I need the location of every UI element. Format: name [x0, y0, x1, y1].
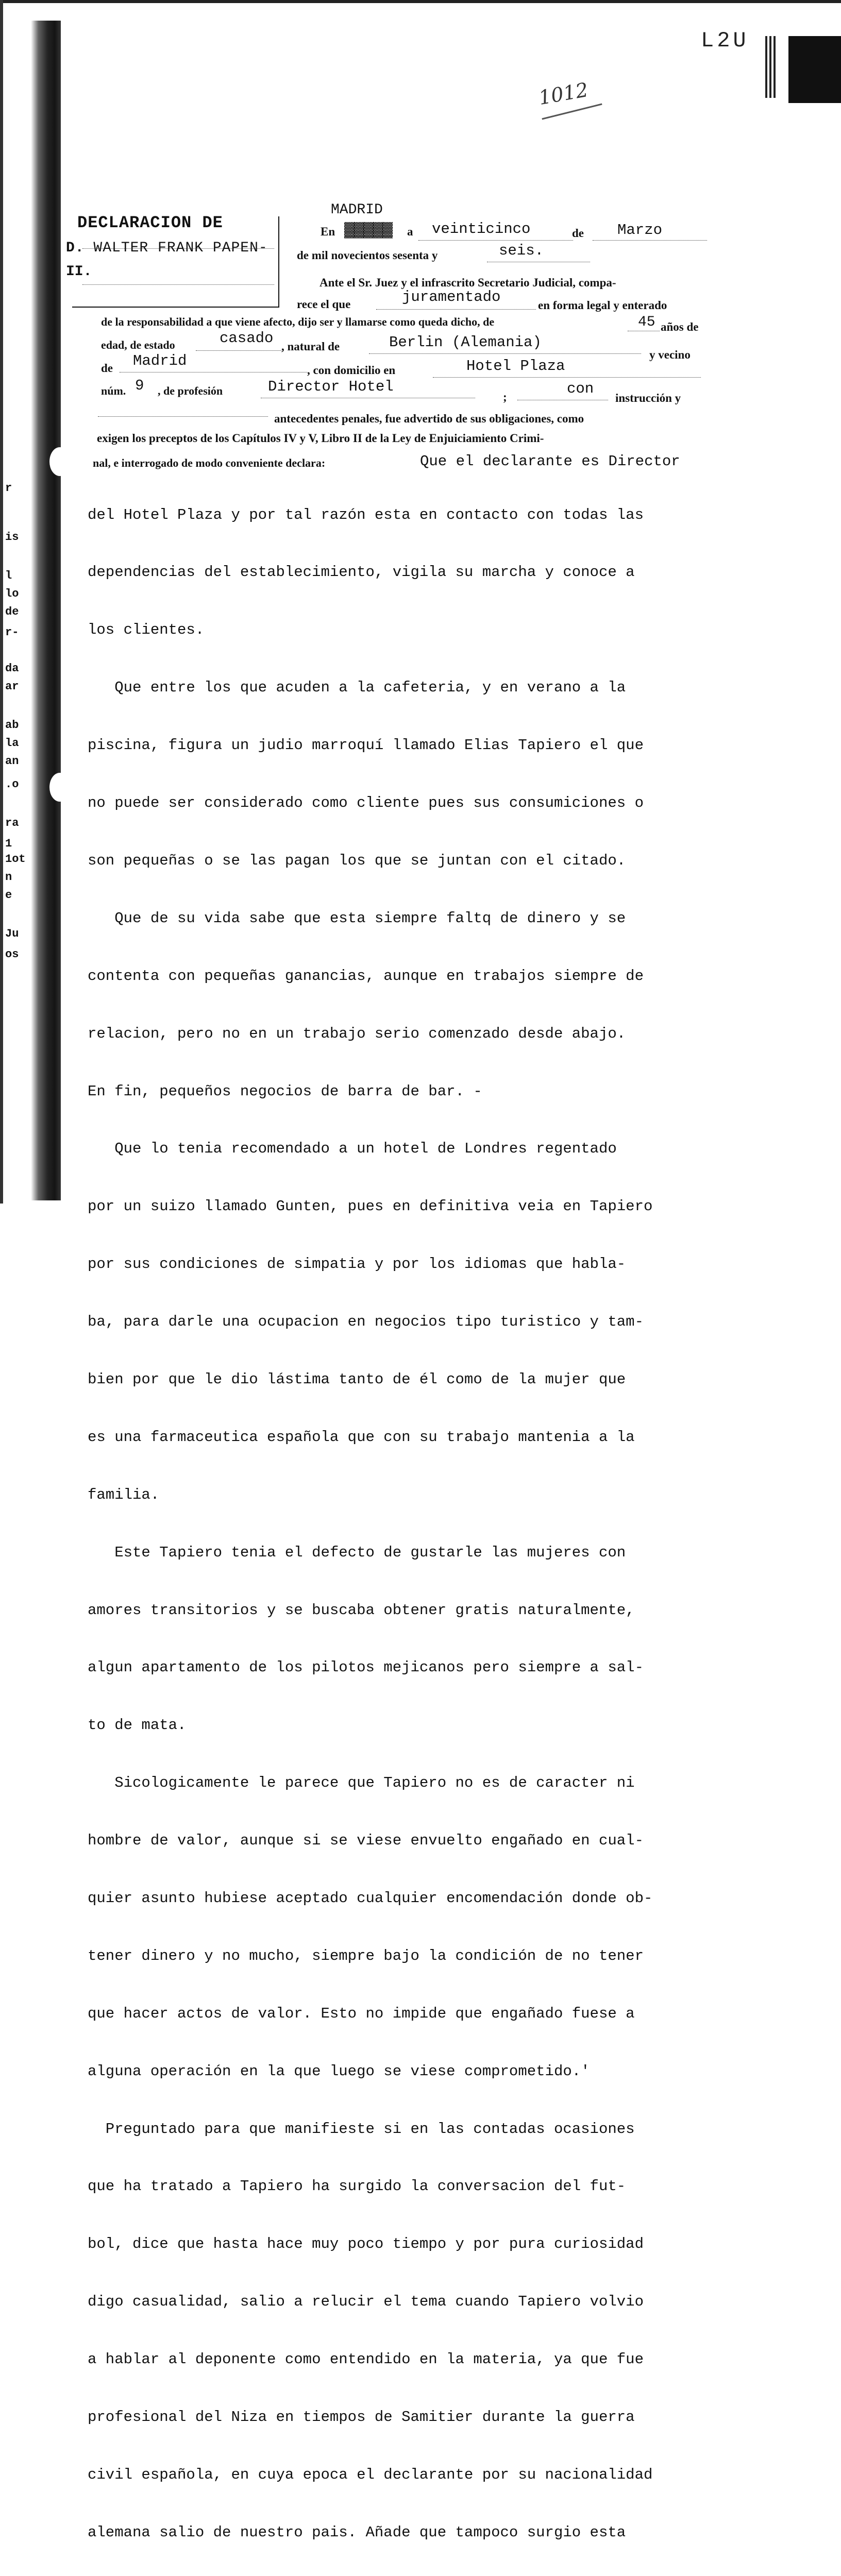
scan-border-top — [0, 0, 841, 3]
margin-fragment: 1ot — [5, 853, 26, 866]
profesion-label: , de profesión — [158, 384, 223, 397]
margin-fragment: la — [5, 737, 19, 750]
residence-typed: Madrid — [133, 352, 187, 369]
body-line: digo casualidad, salio a relucir el tema cuando Tapiero volvio — [88, 2293, 644, 2311]
body-line: por sus condiciones de simpatia y por los idiomas que habla- — [88, 1256, 626, 1273]
forma-legal: en forma legal y enterado — [538, 299, 667, 312]
body-line: profesional del Niza en tiempos de Samitier durante la guerra — [88, 2408, 635, 2426]
scan-border-left — [0, 0, 3, 1204]
body-line: amores transitorios y se buscaba obtener gratis naturalmente, — [88, 1601, 635, 1619]
handwritten-number: 1012 — [536, 78, 590, 110]
body-line: alguna operación en la que luego se viese comprometido.' — [88, 2062, 590, 2080]
responsabilidad-line: de la responsabilidad a que viene afecto, dijo ser y llamarse como queda dicho, de — [101, 315, 495, 328]
body-line: a hablar al deponente como entendido en la materia, ya que fue — [88, 2351, 644, 2368]
city-typed: MADRID — [331, 202, 383, 218]
number-typed: 9 — [135, 377, 144, 394]
declaration-body — [88, 467, 716, 2576]
margin-fragment: r — [5, 482, 12, 495]
declarant-name-cont: II. — [66, 264, 92, 280]
body-line: Que de su vida sabe que esta siempre faltq de dinero y se — [88, 909, 626, 927]
body-line: que ha tratado a Tapiero ha surgido la conversacion del fut- — [88, 2178, 626, 2195]
margin-fragment: os — [5, 948, 19, 961]
margin-fragment: l — [5, 569, 12, 582]
scan-edge-stripes — [765, 36, 777, 98]
address-typed: Hotel Plaza — [466, 358, 565, 375]
body-line: familia. — [88, 1486, 160, 1503]
margin-fragment: ra — [5, 817, 19, 829]
declaration-title: DECLARACION DE — [77, 213, 223, 232]
scan-edge-dark — [788, 36, 841, 103]
body-line: los clientes. — [88, 621, 205, 639]
margin-fragment: de — [5, 605, 19, 618]
margin-fragment: r- — [5, 626, 19, 639]
body-line: quier asunto hubiese aceptado cualquier encomendación donde ob- — [88, 1889, 653, 1907]
body-line: del Hotel Plaza y por tal razón esta en contacto con todas las — [88, 506, 644, 523]
margin-fragment: 1 — [5, 837, 12, 850]
vecino-label: y vecino — [649, 348, 691, 361]
margin-fragment: lo — [5, 587, 19, 600]
anos-label: años de — [661, 320, 699, 333]
rece-label: rece el que — [297, 298, 351, 311]
body-line: algun apartamento de los pilotos mejicanos pero siempre a sal- — [88, 1659, 644, 1676]
margin-fragment: ar — [5, 680, 19, 693]
body-line: es una farmaceutica española que con su trabajo mantenia a la — [88, 1428, 635, 1446]
body-line: Que lo tenia recomendado a un hotel de Londres regentado — [88, 1140, 617, 1158]
name-prefix: D. — [66, 240, 85, 256]
body-line: Que entre los que acuden a la cafeteria, y en verano a la — [88, 679, 626, 697]
mil-label: de mil novecientos sesenta y — [297, 249, 438, 262]
sworn-typed: juramentado — [402, 289, 501, 306]
age-typed: 45 — [638, 314, 655, 330]
name-text: WALTER FRANK PAPEN- — [93, 240, 268, 256]
instruccion-label: instrucción y — [615, 392, 681, 404]
body-line: por un suizo llamado Gunten, pues en definitiva veia en Tapiero — [88, 1198, 653, 1215]
body-line: relacion, pero no en un trabajo serio comenzado desde abajo. — [88, 1025, 626, 1042]
body-line: piscina, figura un judio marroquí llamado Elias Tapiero el que — [88, 737, 644, 754]
margin-fragment: n — [5, 871, 12, 884]
body-line: no puede ser considerado como cliente pues sus consumiciones o — [88, 794, 644, 812]
instruction-typed: con — [567, 380, 594, 397]
a-label: a — [407, 225, 413, 238]
en-label: En — [321, 225, 335, 238]
natural-label: , natural de — [281, 340, 340, 353]
civil-status-typed: casado — [220, 330, 274, 347]
antecedentes-line: antecedentes penales, fue advertido de sus obligaciones, como — [274, 412, 584, 425]
semicolon: ; — [503, 391, 507, 403]
body-line: civil española, en cuya epoca el declarante por su nacionalidad — [88, 2466, 653, 2483]
body-line: que hacer actos de valor. Esto no impide que engañado fuese a — [88, 2005, 635, 2022]
body-line: Este Tapiero tenia el defecto de gustarle las mujeres con — [88, 1544, 626, 1561]
body-line: hombre de valor, aunque si se viese envuelto engañado en cual- — [88, 1832, 644, 1850]
declarant-name — [66, 240, 268, 256]
declaration-start: Que el declarante es Director — [420, 453, 680, 470]
body-line: to de mata. — [88, 1717, 187, 1734]
margin-fragment: da — [5, 662, 19, 675]
month-typed: Marzo — [617, 222, 663, 239]
body-line: ba, para darle una ocupacion en negocios tipo turistico y tam- — [88, 1313, 644, 1331]
profession-typed: Director Hotel — [268, 378, 394, 395]
margin-fragment: Ju — [5, 927, 19, 940]
punch-hole-top — [49, 447, 70, 476]
punch-hole-bottom — [49, 773, 70, 802]
exigen-line: exigen los preceptos de los Capítulos IV y V, Libro II de la Ley de Enjuiciamiento Crimi- — [97, 432, 544, 445]
body-line: son pequeñas o se las pagan los que se juntan con el citado. — [88, 852, 626, 869]
body-line: bol, dice que hasta hace muy poco tiempo y por pura curiosidad — [88, 2235, 644, 2253]
ante-line: Ante el Sr. Juez y el infrascrito Secretario Judicial, compa- — [319, 276, 616, 289]
body-line: Preguntado para que manifieste si en las contadas ocasiones — [88, 2120, 635, 2138]
margin-fragment: an — [5, 755, 19, 768]
year-typed: seis. — [499, 242, 544, 259]
folio-number: L2U — [701, 28, 749, 53]
body-line: dependencias del establecimiento, vigila su marcha y conoce a — [88, 564, 635, 581]
margin-fragment: e — [5, 889, 12, 902]
interrogado-line: nal, e interrogado de modo conveniente declara: — [93, 456, 326, 469]
body-line: alemana salio de nuestro pais. Añade que tampoco surgio esta — [88, 2523, 626, 2541]
de-label: de — [572, 227, 584, 240]
de-residence-label: de — [101, 362, 113, 375]
body-line: En fin, pequeños negocios de barra de bar. - — [88, 1082, 482, 1100]
obscured-city: ▓▓▓▓▓ — [344, 222, 392, 238]
margin-fragment: ab — [5, 719, 19, 732]
binding-shadow — [31, 21, 61, 1200]
margin-fragment: is — [5, 531, 19, 544]
body-line: bien por que le dio lástima tanto de él como de la mujer que — [88, 1370, 626, 1388]
birthplace-typed: Berlin (Alemania) — [389, 334, 542, 351]
body-line: Sicologicamente le parece que Tapiero no es de caracter ni — [88, 1774, 635, 1792]
margin-fragment: .o — [5, 778, 19, 791]
edad-label: edad, de estado — [101, 338, 175, 351]
num-label: núm. — [101, 384, 126, 397]
body-line: tener dinero y no mucho, siempre bajo la condición de no tener — [88, 1947, 644, 1964]
domicilio-label: , con domicilio en — [307, 364, 396, 377]
day-typed: veinticinco — [432, 221, 531, 238]
body-line: contenta con pequeñas ganancias, aunque en trabajos siempre de — [88, 967, 644, 985]
